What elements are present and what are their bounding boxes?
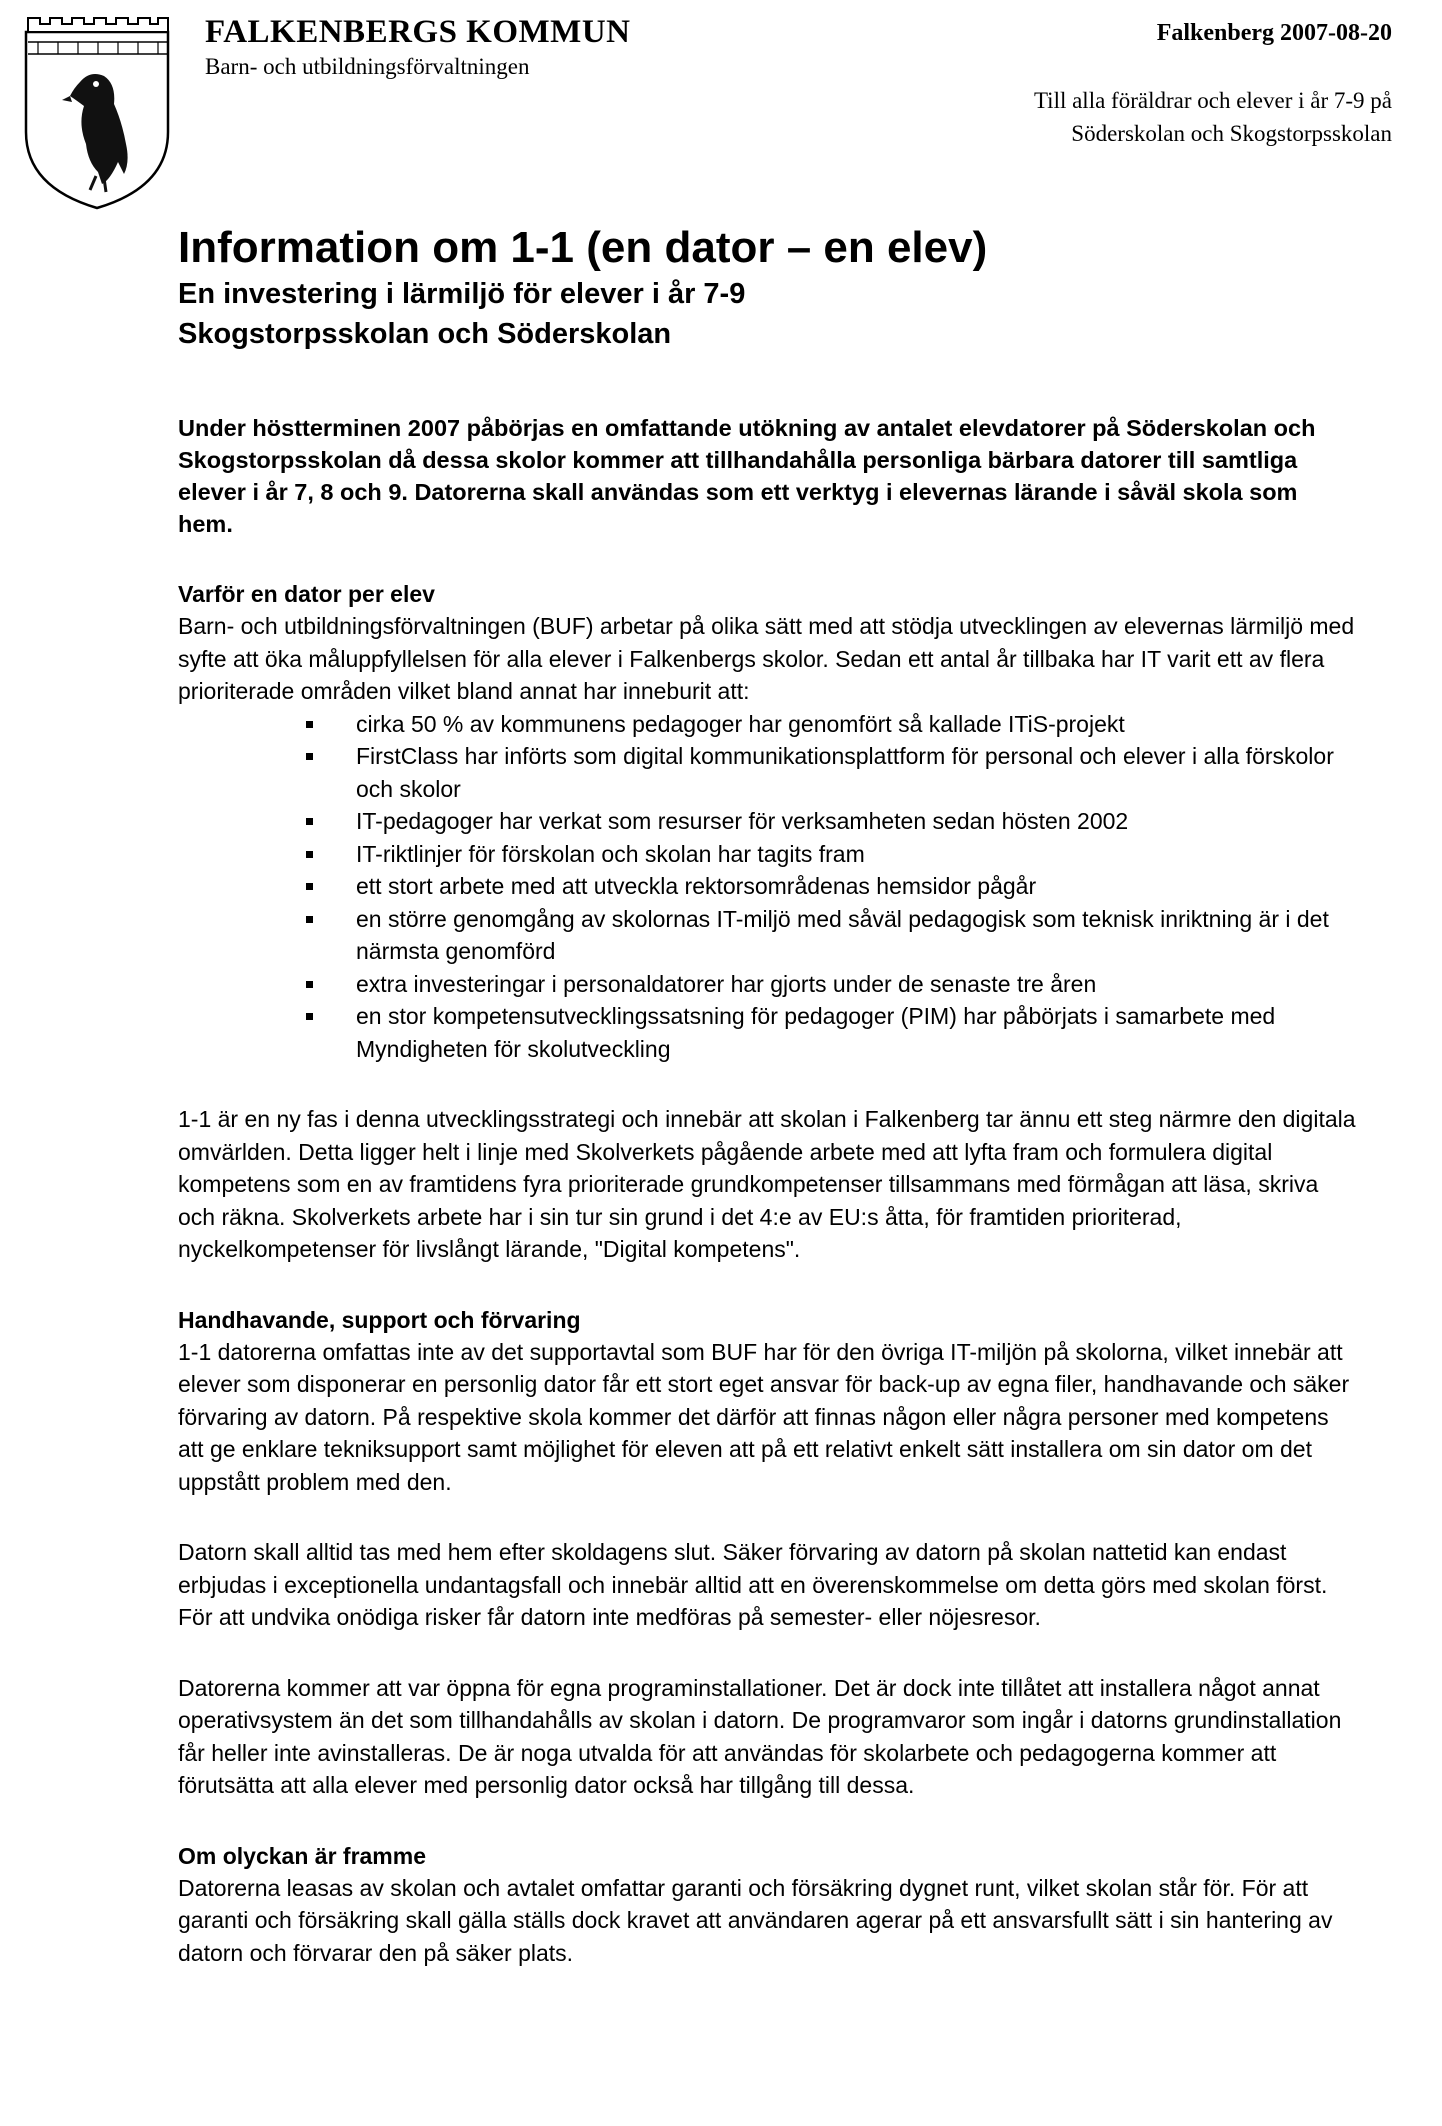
lead-paragraph: Under höstterminen 2007 påbörjas en omfattande utökning av antalet elevdatorer på Söderskolan och Skogstorpsskolan då dessa skolor kommer att tillhandahålla personliga bärbara datorer till samtliga elever i år 7, 8 och 9. Datorerna skall användas som ett verktyg i elevernas lärande i såväl skola som hem. <box>178 415 1316 537</box>
bullet-icon <box>306 981 313 988</box>
bullet-icon <box>306 721 313 728</box>
bullet-icon <box>306 753 313 760</box>
bullet-icon <box>306 883 313 890</box>
section-handling-paragraph-1: 1-1 datorerna omfattas inte av det supportavtal som BUF har för den övriga IT-miljön på skolorna, vilket innebär att elever som disponerar en personlig dator får ett stort eget ansvar för back-up av egna filer, handhavande och säker förvaring av datorn. På respektive skola kommer det därför att finnas någon eller några personer med kompetens att ge enklare tekniksupport samt möjlighet för eleven att på ett relativt enkelt sätt installera om sin dator om det uppstått problem med den. <box>178 1338 1350 1495</box>
section-heading-handling: Handhavande, support och förvaring <box>178 1306 581 1333</box>
section-heading-why: Varför en dator per elev <box>178 581 435 607</box>
section-handling-paragraph-2: Datorn skall alltid tas med hem efter skoldagens slut. Säker förvaring av datorn på skolan nattetid kan endast erbjudas i exceptionella undantagsfall och innebär alltid att en överenskommelse om detta görs med skolan först. För att undvika onödiga risker får datorn inte medföras på semester- eller nöjesresor. <box>178 1539 1328 1630</box>
list-item: ett stort arbete med att utveckla rektorsområdenas hemsidor pågår <box>306 870 1356 903</box>
list-item: FirstClass har införts som digital kommunikationsplattform för personal och elever i alla förskolor och skolor <box>306 740 1356 805</box>
recipient-block <box>1034 84 1392 150</box>
section-handling-paragraph-3: Datorerna kommer att var öppna för egna programinstallationer. Det är dock inte tillåtet att installera något annat operativsystem än det som tillhandahålls av skolan i datorn. De programvaror som ingår i datorns grundinstallation får heller inte avinstalleras. De är noga utvalda för att användas för skolarbete och pedagogerna kommer att förutsätta att alla elever med personlig dator också har tillgång till dessa. <box>178 1674 1342 1798</box>
section-why-intro: Barn- och utbildningsförvaltningen (BUF) arbetar på olika sätt med att stödja utvecklingen av elevernas lärmiljö med syfte att öka måluppfyllelsen för alla elever i Falkenbergs skolor. Sedan ett antal år tillbaka har IT varit ett av flera prioriterade områden vilket bland annat har inneburit att: <box>178 613 1355 704</box>
bullet-icon <box>306 851 313 858</box>
recipient-line-2: Söderskolan och Skogstorpsskolan <box>1071 121 1392 146</box>
organization-name: FALKENBERGS KOMMUN <box>205 14 631 50</box>
falcon-crest-icon <box>18 12 176 212</box>
recipient-line-1: Till alla föräldrar och elever i år 7-9 på <box>1033 88 1392 113</box>
list-item: IT-pedagoger har verkat som resurser för verksamheten sedan hösten 2002 <box>306 805 1356 838</box>
list-item: cirka 50 % av kommunens pedagoger har genomfört så kallade ITiS-projekt <box>306 708 1356 741</box>
it-initiatives-list <box>306 708 1356 1066</box>
document-content <box>178 222 1378 1969</box>
list-item: en stor kompetensutvecklingssatsning för pedagoger (PIM) har påbörjats i samarbete med Myndigheten för skolutveckling <box>306 1000 1356 1065</box>
list-item: en större genomgång av skolornas IT-miljö med såväl pedagogisk som teknisk inriktning är i det närmsta genomförd <box>306 903 1356 968</box>
department-name: Barn- och utbildningsförvaltningen <box>205 54 530 79</box>
bullet-icon <box>306 818 313 825</box>
document-subtitle-2: Skogstorpsskolan och Söderskolan <box>178 318 672 350</box>
document-subtitle-1: En investering i lärmiljö för elever i år 7-9 <box>178 278 746 310</box>
bullet-icon <box>306 916 313 923</box>
section-heading-accident: Om olyckan är framme <box>178 1842 427 1869</box>
section-why-outro: 1-1 är en ny fas i denna utvecklingsstrategi och innebär att skolan i Falkenberg tar ännu ett steg närmre den digitala omvärlden. Detta ligger helt i linje med Skolverkets pågående arbete med att lyfta fram och formulera digital kompetens som en av framtidens fyra prioriterade grundkompetenser tillsammans med förmågan att läsa, skriva och räkna. Skolverkets arbete har i sin tur sin grund i det 4:e av EU:s åtta, för framtiden prioriterad, nyckelkompetenser för livslångt lärande, "Digital kompetens". <box>178 1106 1356 1262</box>
section-accident-paragraph-1: Datorerna leasas av skolan och avtalet omfattar garanti och försäkring dygnet runt, vilket skolan står för. För att garanti och försäkring skall gälla ställs dock kravet att användaren agerar på ett ansvarsfullt sätt i sin hantering av datorn och förvarar den på säker plats. <box>178 1874 1333 1966</box>
bullet-icon <box>306 1013 313 1020</box>
list-item: IT-riktlinjer för förskolan och skolan har tagits fram <box>306 838 1356 871</box>
list-item: extra investeringar i personaldatorer har gjorts under de senaste tre åren <box>306 968 1356 1001</box>
organization-header <box>205 12 630 82</box>
document-title: Information om 1-1 (en dator – en elev) <box>178 223 988 272</box>
document-date: Falkenberg 2007-08-20 <box>1156 20 1392 46</box>
